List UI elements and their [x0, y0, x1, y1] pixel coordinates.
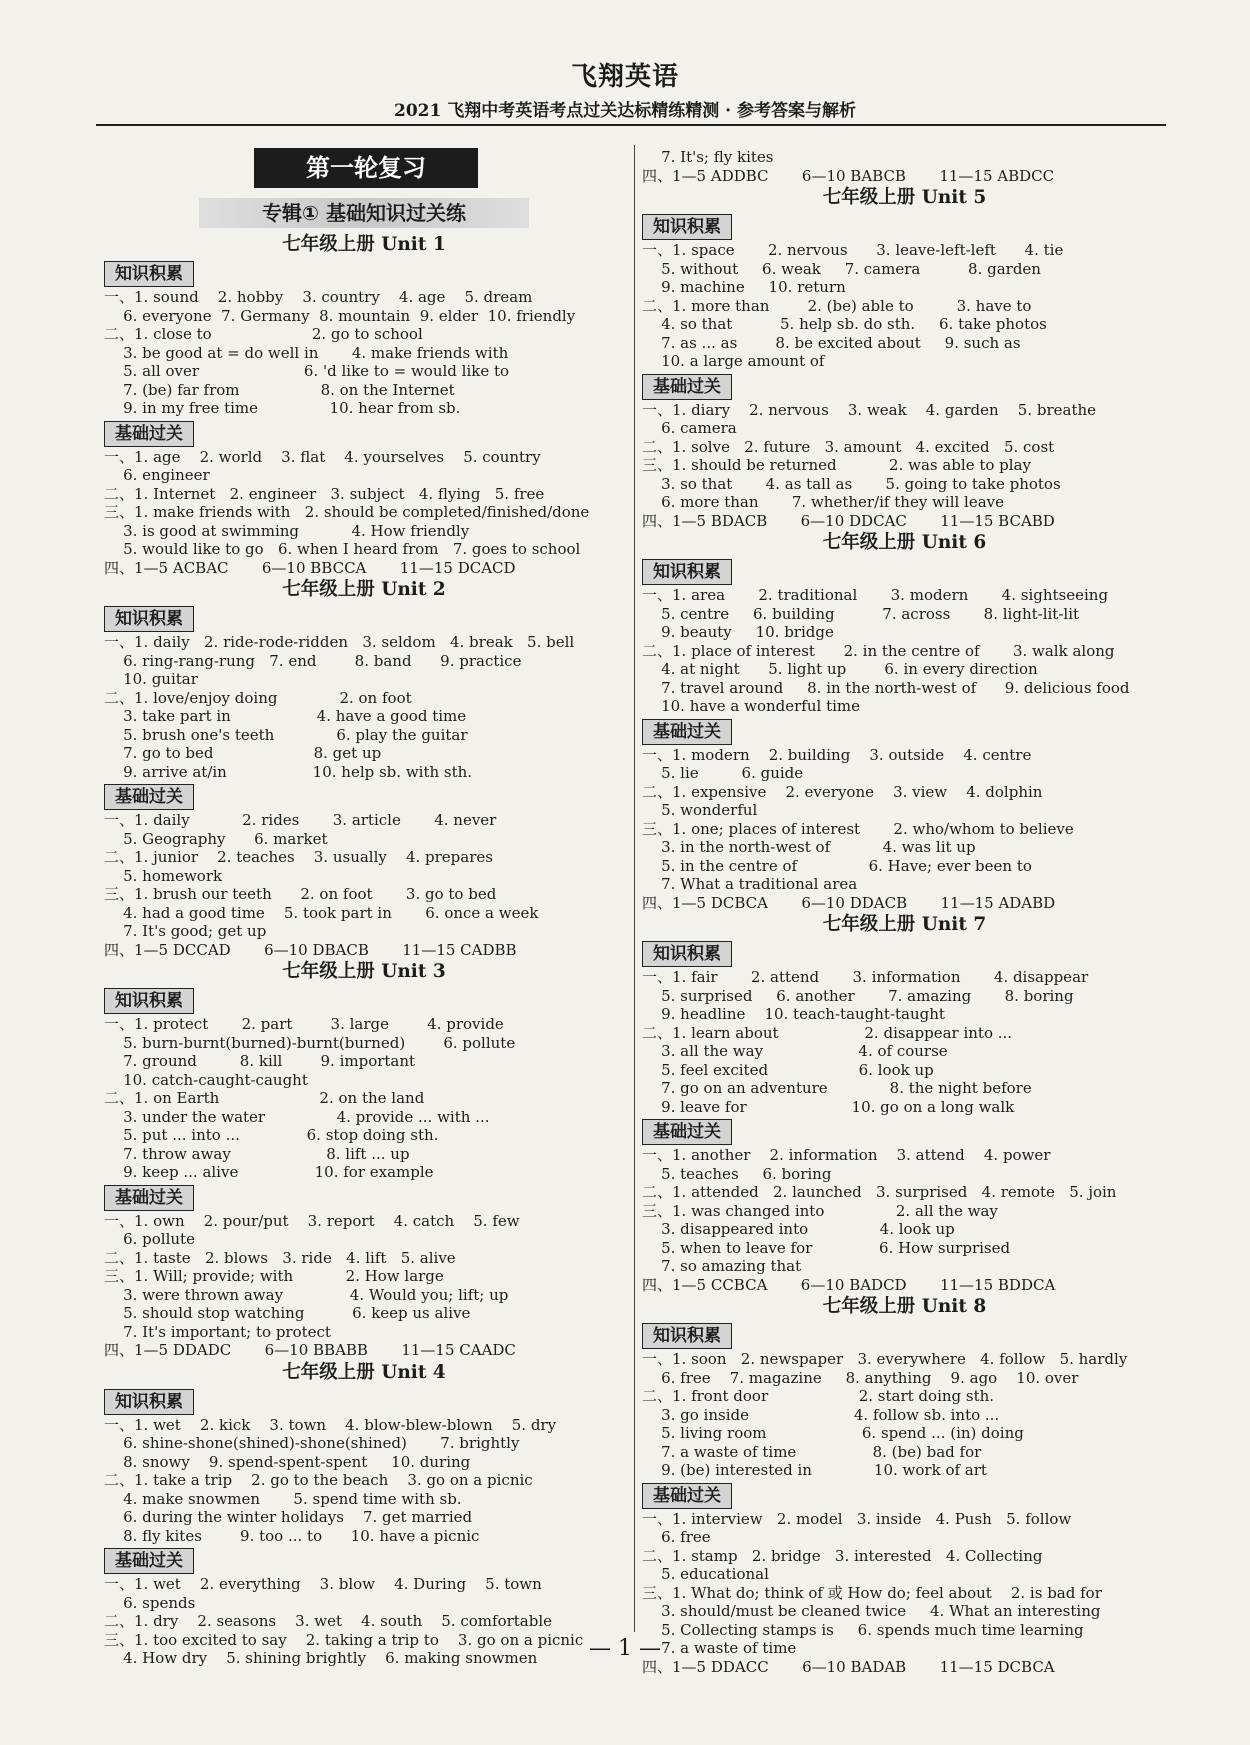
unit-heading: 七年级上册 Unit 1 — [282, 234, 446, 255]
answer-line: 5. in the centre of 6. Have; ever been to — [642, 856, 1032, 875]
answer-line: 一、1. daily 2. rides 3. article 4. never — [104, 811, 497, 829]
answer-line: 二、1. expensive 2. everyone 3. view 4. dolphin — [642, 782, 1043, 801]
unit-heading: 七年级上册 Unit 2 — [282, 579, 446, 600]
section-label: 知识积累 — [104, 261, 194, 287]
answer-line: 5. wonderful — [642, 801, 758, 819]
answer-line: 四、1—5 DCBCA 6—10 DDACB 11—15 ADABD — [642, 893, 1056, 912]
section-label: 知识积累 — [642, 559, 732, 585]
answer-line: 7. go to bed 8. get up — [104, 744, 382, 762]
answer-line: 三、1. Will; provide; with 2. How large — [104, 1267, 444, 1285]
answer-line: 一、1. wet 2. kick 3. town 4. blow-blew-blown 5. dry — [104, 1415, 557, 1434]
answer-line: 3. under the water 4. provide ... with ... — [104, 1107, 490, 1126]
answer-line: 二、1. attended 2. launched 3. surprised 4. remote 5. join — [642, 1183, 1117, 1201]
answer-line: 5. without 6. weak 7. camera 8. garden — [642, 259, 1041, 278]
answer-line: 7. ground 8. kill 9. important — [104, 1052, 416, 1070]
answer-line: 3. be good at = do well in 4. make friends with — [104, 343, 509, 362]
answer-line: 5. lie 6. guide — [642, 764, 804, 782]
answer-line: 5. surprised 6. another 7. amazing 8. boring — [642, 986, 1074, 1005]
answer-line: 7. a waste of time 8. (be) bad for — [642, 1442, 982, 1461]
answer-line: 四、1—5 DDADC 6—10 BBABB 11—15 CAADC — [104, 1341, 516, 1359]
answer-line: 一、1. protect 2. part 3. large 4. provide — [104, 1015, 504, 1033]
answer-line: 四、1—5 BDACB 6—10 DDCAC 11—15 BCABD — [642, 511, 1055, 530]
answer-line: 7. as ... as 8. be excited about 9. such as — [642, 333, 1021, 352]
unit-heading: 七年级上册 Unit 5 — [822, 187, 987, 208]
answer-line: 5. Collecting stamps is 6. spends much time learning — [642, 1620, 1084, 1639]
answer-line: 二、1. close to 2. go to school — [104, 325, 423, 343]
answer-line: 5. Geography 6. market — [104, 829, 328, 848]
answer-line: 5. all over 6. 'd like to = would like to — [104, 362, 510, 380]
answer-line: 9. in my free time 10. hear from sb. — [104, 399, 461, 417]
page-number: — 1 — — [589, 1636, 661, 1661]
unit-heading: 七年级上册 Unit 7 — [822, 914, 987, 935]
answer-line: 9. machine 10. return — [642, 278, 846, 296]
answer-line: 7. It's; fly kites — [642, 148, 774, 166]
answer-line: 10. catch-caught-caught — [104, 1070, 308, 1089]
answer-line: 3. is good at swimming 4. How friendly — [104, 521, 470, 540]
answer-line: 5. educational — [642, 1565, 769, 1583]
answer-line: 9. beauty 10. bridge — [642, 623, 834, 641]
answer-line: 7. travel around 8. in the north-west of 9. delicious food — [642, 678, 1130, 697]
section-label: 知识积累 — [642, 214, 732, 240]
section-label: 基础过关 — [104, 421, 194, 447]
section-label: 基础过关 — [104, 1548, 194, 1574]
answer-line: 四、1—5 CCBCA 6—10 BADCD 11—15 BDDCA — [642, 1275, 1056, 1294]
answer-line: 三、1. should be returned 2. was able to play — [642, 456, 1031, 474]
section-label: 基础过关 — [104, 1185, 194, 1211]
answer-line: 二、1. solve 2. future 3. amount 4. excited 5. cost — [642, 437, 1055, 456]
answer-line: 5. should stop watching 6. keep us alive — [104, 1304, 471, 1322]
answer-line: 三、1. too excited to say 2. taking a trip to 3. go on a picnic — [104, 1630, 584, 1649]
section-label: 基础过关 — [642, 1483, 732, 1509]
right-column — [642, 148, 1167, 1676]
answer-line: 二、1. take a trip 2. go to the beach 3. go on a picnic — [104, 1471, 533, 1489]
answer-line: 二、1. more than 2. (be) able to 3. have to — [642, 296, 1032, 315]
topic-banner: 专辑① 基础知识过关练 — [199, 198, 529, 228]
left-column — [104, 148, 624, 1668]
answer-line: 三、1. one; places of interest 2. who/whom to believe — [642, 819, 1074, 838]
answer-line: 三、1. make friends with 2. should be completed/finished/done — [104, 503, 590, 521]
answer-line: 6. camera — [642, 419, 737, 437]
section-label: 知识积累 — [104, 606, 194, 632]
answer-line: 6. during the winter holidays 7. get married — [104, 1508, 473, 1526]
section-label: 基础过关 — [642, 719, 732, 745]
answer-line: 一、1. modern 2. building 3. outside 4. centre — [642, 745, 1032, 764]
answer-line: 7. (be) far from 8. on the Internet — [104, 380, 455, 399]
answer-line: 3. so that 4. as tall as 5. going to take photos — [642, 474, 1061, 493]
answer-line: 5. homework — [104, 866, 223, 885]
answer-line: 6. spends — [104, 1593, 196, 1612]
answer-line: 5. when to leave for 6. How surprised — [642, 1238, 1011, 1257]
answer-line: 8. fly kites 9. too ... to 10. have a picnic — [104, 1526, 480, 1545]
answer-line: 9. leave for 10. go on a long walk — [642, 1097, 1015, 1116]
section-banner: 第一轮复习 — [254, 148, 478, 188]
answer-line: 一、1. own 2. pour/put 3. report 4. catch 5. few — [104, 1211, 520, 1230]
answer-line: 5. teaches 6. boring — [642, 1164, 832, 1183]
brand-logo: 飞翔英语 — [570, 62, 679, 92]
answer-line: 5. would like to go 6. when I heard from 7. goes to school — [104, 540, 581, 558]
header-rule — [96, 124, 1166, 126]
section-label: 知识积累 — [104, 988, 194, 1014]
answer-line: 四、1—5 DCCAD 6—10 DBACB 11—15 CADBB — [104, 940, 517, 959]
unit-heading: 七年级上册 Unit 4 — [282, 1361, 446, 1383]
answer-line: 一、1. interview 2. model 3. inside 4. Push 5. follow — [642, 1509, 1072, 1528]
unit-heading: 七年级上册 Unit 3 — [282, 961, 446, 982]
answer-line: 10. have a wonderful time — [642, 697, 861, 715]
answer-line: 6. free — [642, 1528, 711, 1546]
answer-line: 5. centre 6. building 7. across 8. light-lit-lit — [642, 604, 1080, 623]
answer-line: 四、1—5 ADDBC 6—10 BABCB 11—15 ABDCC — [642, 166, 1055, 185]
answer-line: 7. go on an adventure 8. the night before — [642, 1079, 1032, 1097]
answer-line: 一、1. space 2. nervous 3. leave-left-left 4. tie — [642, 241, 1064, 259]
answer-line: 一、1. daily 2. ride-rode-ridden 3. seldom 4. break 5. bell — [104, 633, 575, 651]
answer-line: 7. It's important; to protect — [104, 1322, 331, 1341]
answer-line: 4. so that 5. help sb. do sth. 6. take photos — [642, 315, 1047, 333]
answer-line: 一、1. wet 2. everything 3. blow 4. During 5. town — [104, 1575, 542, 1593]
answer-line: 三、1. was changed into 2. all the way — [642, 1201, 998, 1220]
answer-line: 6. free 7. magazine 8. anything 9. ago 10. over — [642, 1368, 1079, 1387]
answer-line: 7. a waste of time — [642, 1639, 797, 1657]
answer-line: 9. arrive at/in 10. help sb. with sth. — [104, 762, 473, 781]
answer-line: 4. How dry 5. shining brightly 6. making snowmen — [104, 1649, 538, 1667]
answer-line: 6. pollute — [104, 1230, 195, 1248]
answer-line: 6. ring-rang-rung 7. end 8. band 9. practice — [104, 651, 522, 670]
answer-line: 6. everyone 7. Germany 8. mountain 9. elder 10. friendly — [104, 306, 576, 325]
unit-heading: 七年级上册 Unit 6 — [822, 532, 987, 553]
answer-line: 一、1. sound 2. hobby 3. country 4. age 5. dream — [104, 288, 533, 306]
answer-line: 3. disappeared into 4. look up — [642, 1220, 955, 1238]
answer-line: 四、1—5 ACBAC 6—10 BBCCA 11—15 DCACD — [104, 558, 516, 577]
section-label: 知识积累 — [642, 941, 732, 967]
answer-line: 6. engineer — [104, 466, 210, 484]
answer-line: 一、1. area 2. traditional 3. modern 4. sightseeing — [642, 586, 1109, 604]
answer-line: 7. What a traditional area — [642, 875, 858, 893]
answer-line: 7. so amazing that — [642, 1257, 802, 1275]
answer-line: 二、1. Internet 2. engineer 3. subject 4. flying 5. free — [104, 484, 545, 503]
answer-line: 一、1. age 2. world 3. flat 4. yourselves 5. country — [104, 447, 541, 466]
answer-line: 3. should/must be cleaned twice 4. What an interesting — [642, 1602, 1101, 1620]
answer-line: 8. snowy 9. spend-spent-spent 10. during — [104, 1452, 471, 1471]
answer-line: 4. at night 5. light up 6. in every direction — [642, 660, 1038, 678]
answer-line: 二、1. junior 2. teaches 3. usually 4. prepares — [104, 848, 493, 866]
answer-line: 6. more than 7. whether/if they will leave — [642, 493, 1005, 511]
page-header: 2021 飞翔中考英语考点过关达标精练精测 · 参考答案与解析 — [394, 101, 856, 121]
section-label: 知识积累 — [104, 1389, 194, 1415]
section-label: 基础过关 — [104, 784, 194, 810]
answer-line: 二、1. taste 2. blows 3. ride 4. lift 5. alive — [104, 1248, 456, 1267]
answer-line: 5. brush one's teeth 6. play the guitar — [104, 725, 468, 744]
answer-line: 7. throw away 8. lift ... up — [104, 1144, 410, 1163]
answer-line: 9. (be) interested in 10. work of art — [642, 1461, 987, 1479]
answer-line: 四、1—5 DDACC 6—10 BADAB 11—15 DCBCA — [642, 1657, 1055, 1676]
answer-line: 5. burn-burnt(burned)-burnt(burned) 6. pollute — [104, 1033, 516, 1052]
answer-line: 3. take part in 4. have a good time — [104, 707, 467, 725]
unit-heading: 七年级上册 Unit 8 — [822, 1296, 987, 1317]
answer-line: 一、1. another 2. information 3. attend 4. power — [642, 1146, 1051, 1164]
answer-line: 二、1. dry 2. seasons 3. wet 4. south 5. comfortable — [104, 1612, 553, 1630]
answer-line: 5. feel excited 6. look up — [642, 1060, 934, 1079]
column-divider — [634, 145, 635, 1632]
answer-line: 4. make snowmen 5. spend time with sb. — [104, 1489, 462, 1508]
answer-line: 二、1. learn about 2. disappear into ... — [642, 1023, 1013, 1042]
answer-line: 二、1. love/enjoy doing 2. on foot — [104, 688, 412, 707]
answer-line: 6. shine-shone(shined)-shone(shined) 7. brightly — [104, 1434, 520, 1452]
answer-line: 5. living room 6. spend ... (in) doing — [642, 1424, 1024, 1442]
answer-line: 3. go inside 4. follow sb. into ... — [642, 1405, 1000, 1424]
answer-line: 3. all the way 4. of course — [642, 1042, 948, 1060]
answer-line: 9. headline 10. teach-taught-taught — [642, 1005, 945, 1023]
section-label: 基础过关 — [642, 1119, 732, 1145]
answer-line: 二、1. front door 2. start doing sth. — [642, 1387, 995, 1405]
answer-line: 二、1. on Earth 2. on the land — [104, 1089, 425, 1107]
answer-line: 一、1. fair 2. attend 3. information 4. disappear — [642, 968, 1089, 986]
section-label: 知识积累 — [642, 1323, 732, 1349]
answer-line: 9. keep ... alive 10. for example — [104, 1163, 434, 1181]
answer-line: 三、1. brush our teeth 2. on foot 3. go to bed — [104, 885, 497, 903]
answer-line: 3. in the north-west of 4. was lit up — [642, 838, 976, 856]
answer-line: 10. guitar — [104, 670, 198, 688]
answer-line: 10. a large amount of — [642, 352, 825, 370]
answer-line: 5. put ... into ... 6. stop doing sth. — [104, 1126, 439, 1144]
answer-line: 7. It's good; get up — [104, 922, 267, 940]
answer-line: 二、1. stamp 2. bridge 3. interested 4. Collecting — [642, 1546, 1043, 1565]
answer-line: 三、1. What do; think of 或 How do; feel about 2. is bad for — [642, 1583, 1102, 1602]
answer-line: 二、1. place of interest 2. in the centre of 3. walk along — [642, 641, 1115, 660]
section-label: 基础过关 — [642, 374, 732, 400]
answer-line: 一、1. diary 2. nervous 3. weak 4. garden 5. breathe — [642, 400, 1097, 419]
answer-line: 4. had a good time 5. took part in 6. once a week — [104, 903, 539, 922]
answer-line: 一、1. soon 2. newspaper 3. everywhere 4. follow 5. hardly — [642, 1350, 1128, 1368]
answer-line: 3. were thrown away 4. Would you; lift; up — [104, 1285, 509, 1304]
